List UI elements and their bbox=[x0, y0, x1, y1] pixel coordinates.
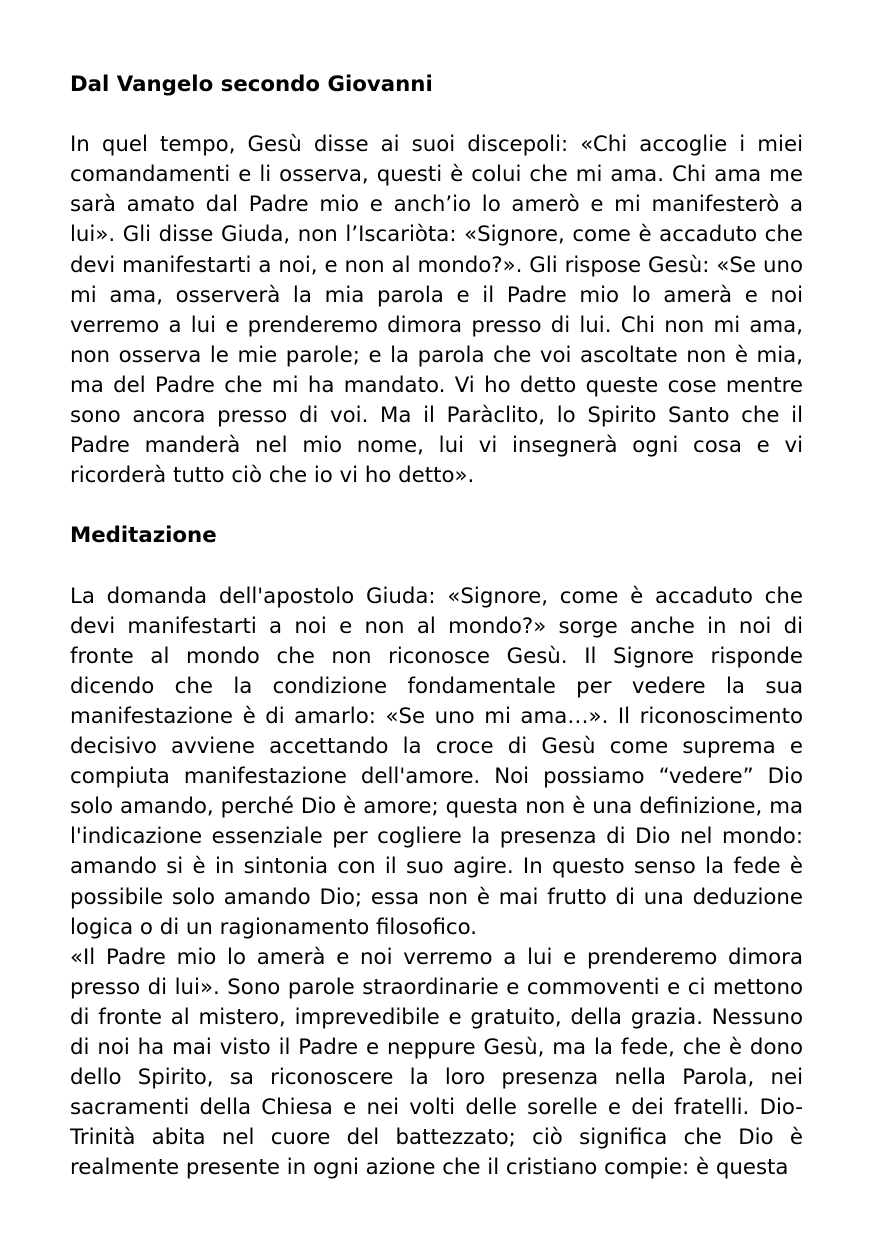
meditation-paragraph-2: «Il Padre mio lo amerà e noi verremo a lui e prenderemo dimora presso di lui». Sono parole straordinarie e commoventi e ci mettono di fronte al mistero, imprevedibile e gratuito, della grazia. Nessuno di noi ha mai visto il Padre e neppure Gesù, ma la fede, che è dono dello Spirito, sa riconoscere la loro presenza nella Parola, nei sacramenti della Chiesa e nei volti delle sorelle e dei fratelli. Dio-Trinità abita nel cuore del battezzato; ciò significa che Dio è realmente presente in ogni azione che il cristiano compie: è questa bbox=[70, 944, 803, 1181]
spacer bbox=[70, 100, 803, 130]
spacer bbox=[70, 491, 803, 521]
section-heading-gospel: Dal Vangelo secondo Giovanni bbox=[70, 72, 433, 97]
meditation-paragraph-1: La domanda dell'apostolo Giuda: «Signore, come è accaduto che devi manifestarti a noi e non al mondo?» sorge anche in noi di fronte al mondo che non riconosce Gesù. Il Signore risponde dicendo che la condizione fondamentale per vedere la sua manifestazione è di amarlo: «Se uno mi ama…». Il riconoscimento decisivo avviene accettando la croce di Gesù come suprema e compiuta manifestazione dell'amore. Noi possiamo “vedere” Dio solo amando, perché Dio è amore; questa non è una definizione, ma l'indicazione essenziale per cogliere la presenza di Dio nel mondo: amando si è in sintonia con il suo agire. In questo senso la fede è possibile solo amando Dio; essa non è mai frutto di una deduzione logica o di un ragionamento filosofico. bbox=[70, 583, 803, 940]
gospel-paragraph: In quel tempo, Gesù disse ai suoi discepoli: «Chi accoglie i miei comandamenti e li osserva, questi è colui che mi ama. Chi ama me sarà amato dal Padre mio e anch’io lo amerò e mi manifesterò a lui». Gli disse Giuda, non l’Iscariòta: «Signore, come è accaduto che devi manifestarti a noi, e non al mondo?». Gli rispose Gesù: «Se uno mi ama, osserverà la mia parola e il Padre mio lo amerà e noi verremo a lui e prenderemo dimora presso di lui. Chi non mi ama, non osserva le mie parole; e la parola che voi ascoltate non è mia, ma del Padre che mi ha mandato. Vi ho detto queste cose mentre sono ancora presso di voi. Ma il Paràclito, lo Spirito Santo che il Padre manderà nel mio nome, lui vi insegnerà ogni cosa e vi ricorderà tutto ciò che io vi ho detto». bbox=[70, 132, 803, 489]
spacer bbox=[70, 552, 803, 582]
section-heading-meditation: Meditazione bbox=[70, 523, 217, 549]
document-page bbox=[70, 70, 803, 1183]
